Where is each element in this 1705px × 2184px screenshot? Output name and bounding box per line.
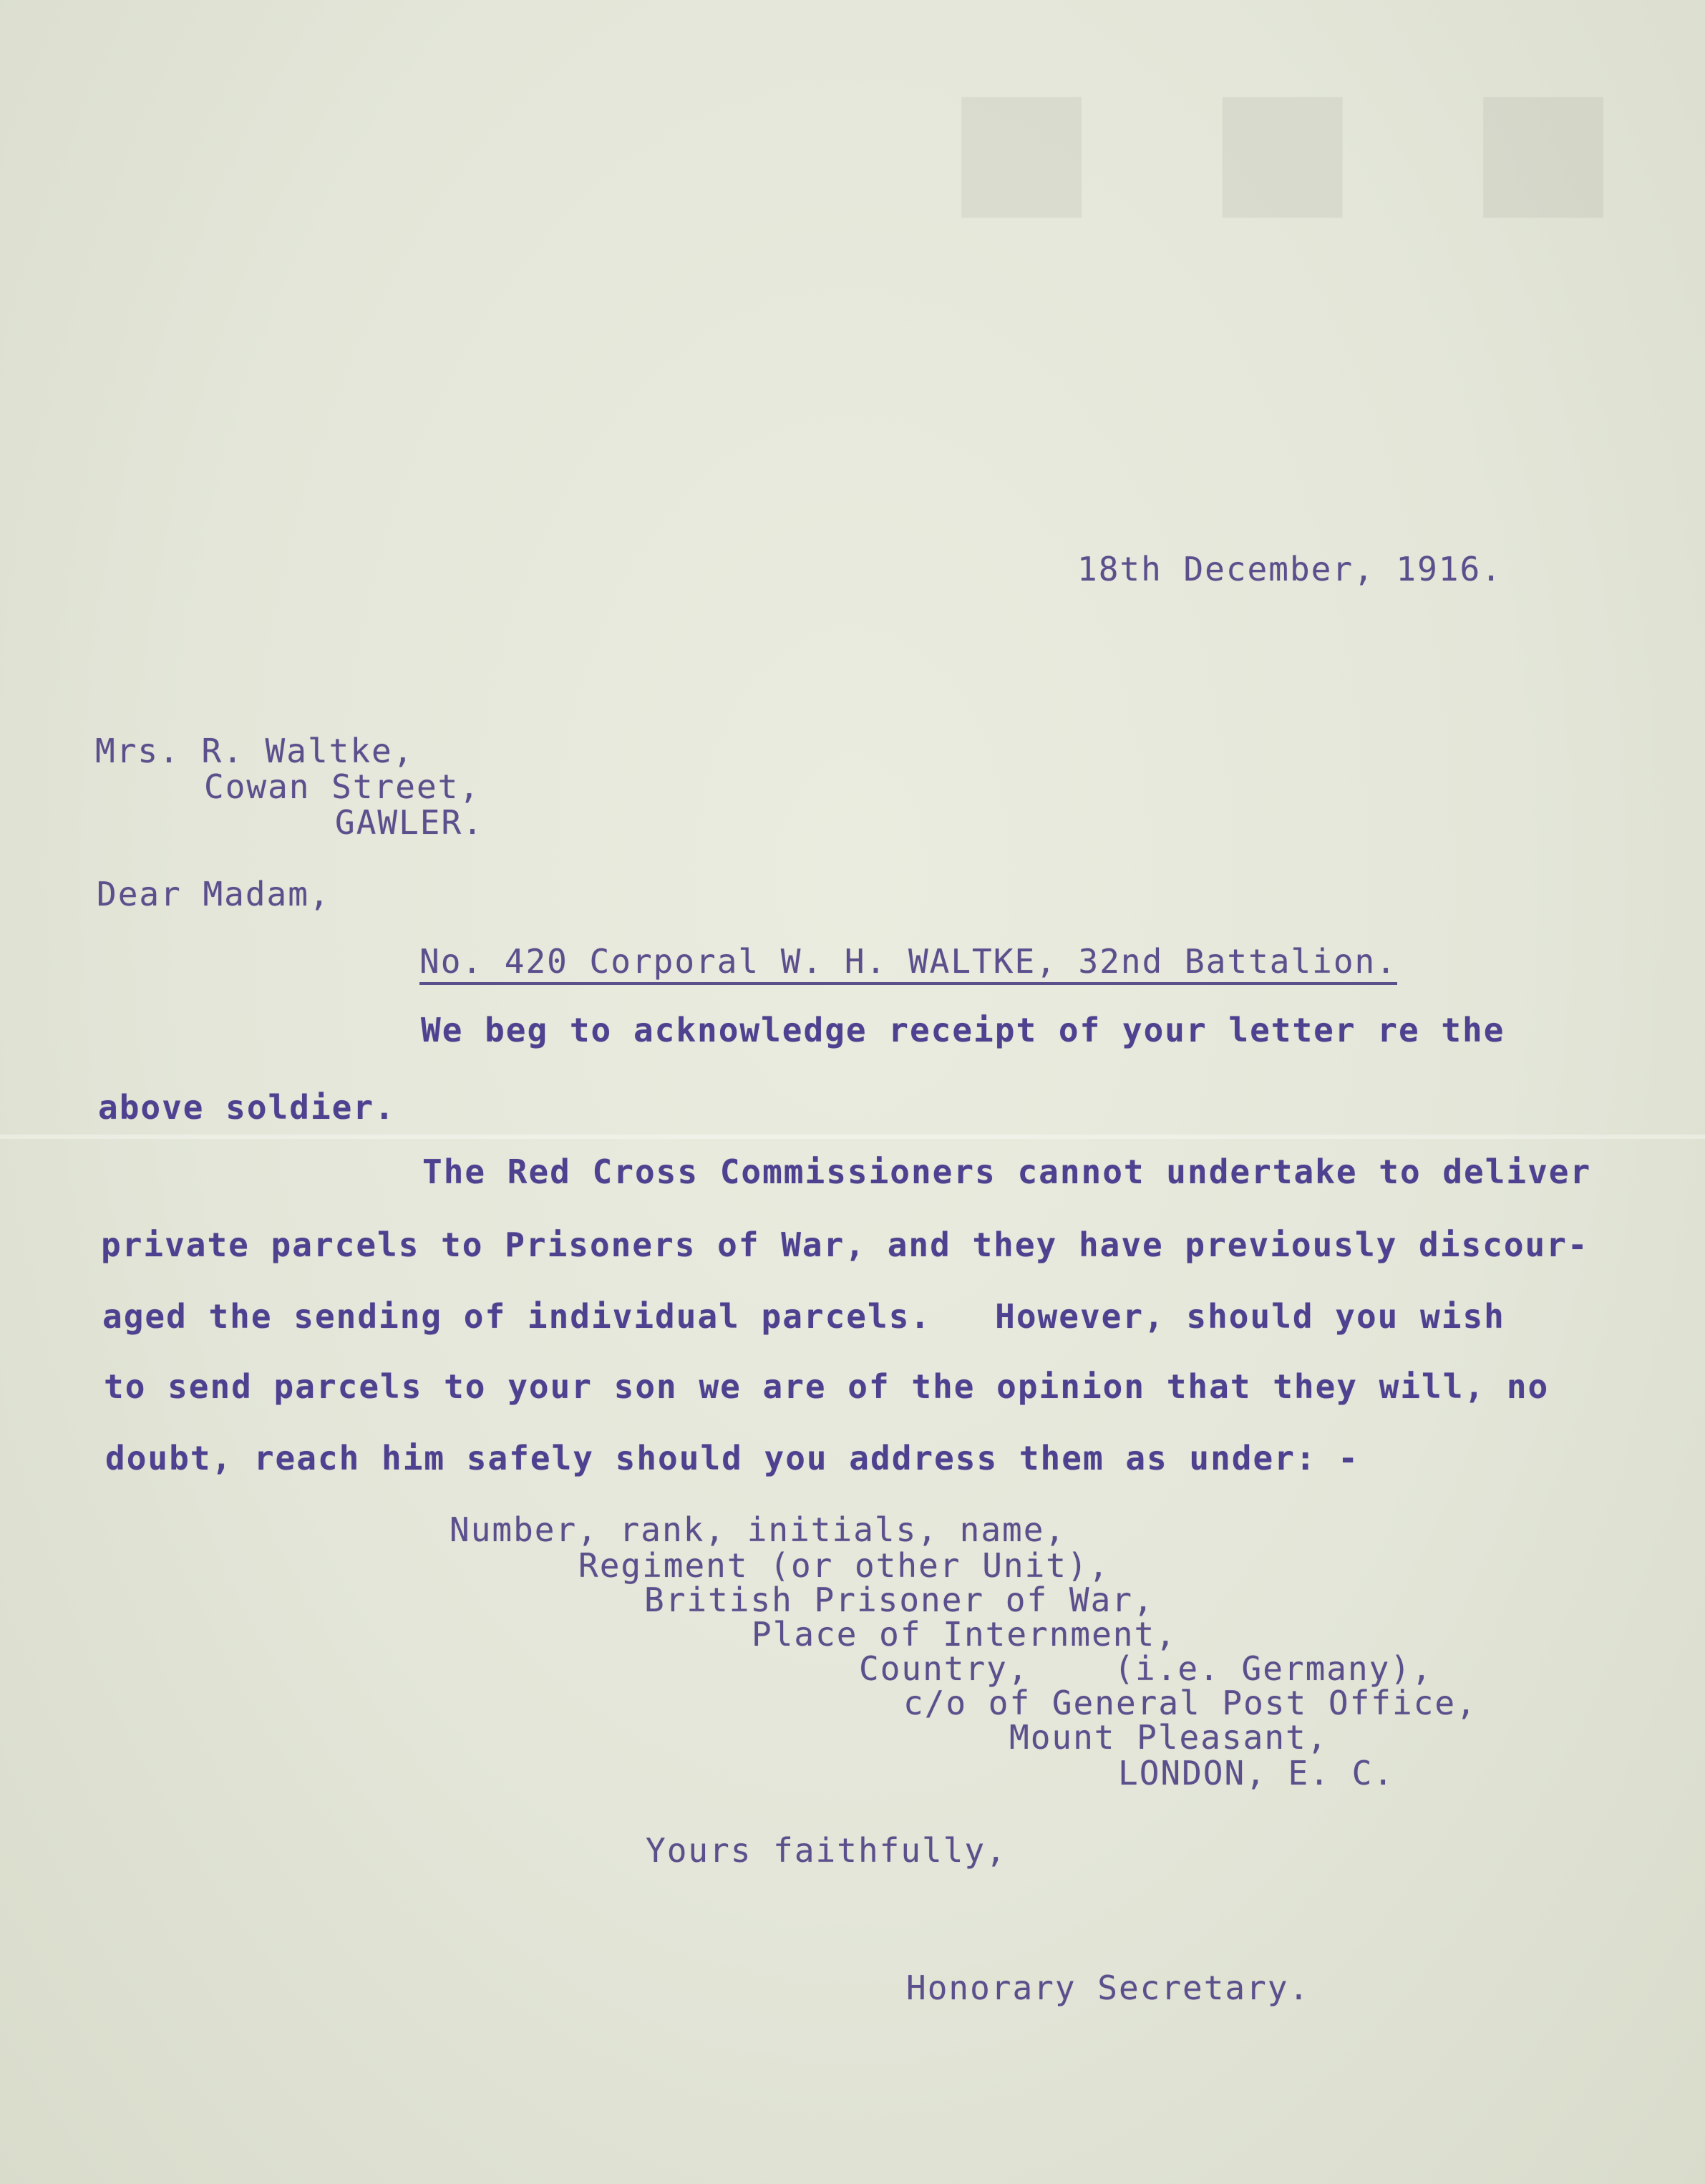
- paragraph2-line5: doubt, reach him safely should you address them as under: -: [105, 1439, 1359, 1477]
- address-format-line6: c/o of General Post Office,: [903, 1684, 1477, 1722]
- paragraph2-line4: to send parcels to your son we are of the opinion that they will, no: [104, 1367, 1550, 1406]
- address-format-line3: British Prisoner of War,: [644, 1581, 1155, 1619]
- letter-date: 18th December, 1916.: [1077, 550, 1502, 588]
- paragraph1-line2: above soldier.: [98, 1088, 396, 1127]
- address-format-line7: Mount Pleasant,: [1009, 1718, 1328, 1757]
- paragraph1-line1: We beg to acknowledge receipt of your letter re the: [421, 1011, 1505, 1049]
- letterhead-show-through: ■ ■ ■: [918, 50, 1618, 236]
- address-format-line5: Country, (i.e. Germany),: [859, 1649, 1433, 1688]
- address-format-line8: LONDON, E. C.: [1118, 1754, 1395, 1792]
- salutation: Dear Madam,: [97, 875, 331, 913]
- address-format-line2: Regiment (or other Unit),: [578, 1546, 1110, 1585]
- address-format-line4: Place of Internment,: [752, 1615, 1177, 1654]
- paragraph2-line2: private parcels to Prisoners of War, and they have previously discour-: [101, 1226, 1589, 1264]
- subject-line: No. 420 Corporal W. H. WALTKE, 32nd Battalion.: [419, 942, 1397, 985]
- paragraph2-line1: The Red Cross Commissioners cannot undertake to deliver: [422, 1152, 1592, 1191]
- paper-fold: [0, 1135, 1705, 1139]
- recipient-street: Cowan Street,: [204, 767, 481, 806]
- paragraph2-line3: aged the sending of individual parcels. However, should you wish: [102, 1297, 1505, 1336]
- closing: Yours faithfully,: [646, 1831, 1007, 1870]
- address-format-line1: Number, rank, initials, name,: [450, 1510, 1067, 1549]
- signature-title: Honorary Secretary.: [906, 1969, 1311, 2007]
- recipient-town: GAWLER.: [335, 803, 484, 842]
- recipient-name: Mrs. R. Waltke,: [95, 732, 414, 770]
